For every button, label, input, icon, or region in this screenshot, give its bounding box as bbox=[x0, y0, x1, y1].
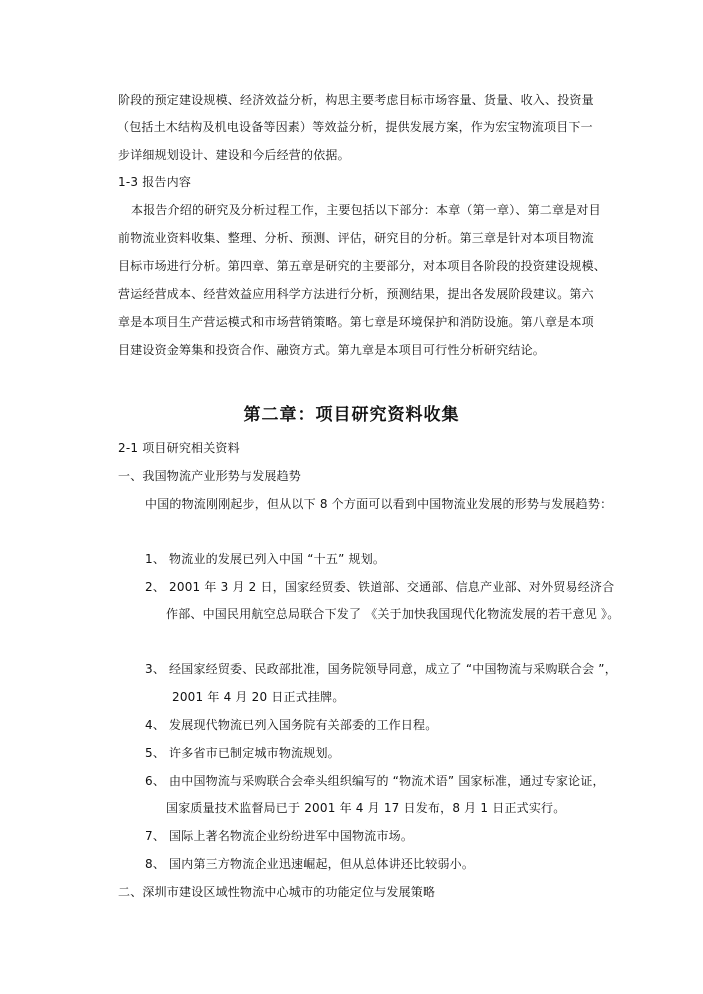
section-1-3-line-1: 本报告介绍的研究及分析过程工作，主要包括以下部分：本章（第一章）、第二章是对目 bbox=[131, 203, 601, 217]
list-item: 2、 2001 年 3 月 2 日，国家经贸委、铁道部、交通部、信息产业部、对外贸易经济合 bbox=[145, 580, 615, 594]
part-1-intro: 中国的物流刚刚起步，但从以下 8 个方面可以看到中国物流业发展的形势与发展趋势： bbox=[145, 497, 613, 511]
intro-line-2: （包括土木结构及机电设备等因素）等效益分析，提供发展方案，作为宏宝物流项目下一 bbox=[117, 120, 593, 134]
list-item: 3、 经国家经贸委、民政部批准，国务院领导同意，成立了 “中国物流与采购联合会 ”， bbox=[145, 662, 617, 676]
list-item: 8、 国内第三方物流企业迅速崛起，但从总体讲还比较弱小。 bbox=[145, 857, 475, 871]
list-item-continuation: 国家质量技术监督局已于 2001 年 4 月 17 日发布，8 月 1 日正式实行。 bbox=[166, 801, 566, 815]
section-1-3-line-3: 目标市场进行分析。第四章、第五章是研究的主要部分，对本项目各阶段的投资建设规模、 bbox=[118, 259, 607, 273]
section-1-3-line-5: 章是本项目生产营运模式和市场营销策略。第七章是环境保护和消防设施。第八章是本项 bbox=[118, 315, 594, 329]
section-2-1-title: 2-1 项目研究相关资料 bbox=[118, 441, 240, 455]
part-2-title: 二、深圳市建设区域性物流中心城市的功能定位与发展策略 bbox=[118, 885, 436, 899]
intro-line-1: 阶段的预定建设规模、经济效益分析，构思主要考虑目标市场容量、货量、收入、投资量 bbox=[118, 93, 594, 107]
chapter-2-title: 第二章：项目研究资料收集 bbox=[243, 405, 460, 425]
intro-line-3: 步详细规划设计、建设和今后经营的依据。 bbox=[118, 148, 350, 162]
list-item: 6、 由中国物流与采购联合会牵头组织编写的 “物流术语” 国家标准，通过专家论证， bbox=[145, 774, 605, 788]
section-1-3-line-2: 前物流业资料收集、整理、分析、预测、评估，研究目的分析。第三章是针对本项目物流 bbox=[118, 231, 594, 245]
list-item: 4、 发展现代物流已列入国务院有关部委的工作日程。 bbox=[145, 718, 438, 732]
list-item: 1、 物流业的发展已列入中国 “十五” 规划。 bbox=[145, 552, 386, 566]
list-item: 7、 国际上著名物流企业纷纷进军中国物流市场。 bbox=[145, 829, 414, 843]
part-1-title: 一、我国物流产业形势与发展趋势 bbox=[118, 469, 302, 483]
section-1-3-line-4: 营运经营成本、经营效益应用科学方法进行分析，预测结果，提出各发展阶段建议。第六 bbox=[118, 287, 594, 301]
list-item-continuation: 作部、中国民用航空总局联合下发了 《关于加快我国现代化物流发展的若干意见 》。 bbox=[166, 607, 620, 621]
list-item: 5、 许多省市已制定城市物流规划。 bbox=[145, 746, 340, 760]
section-1-3-line-6: 目建设资金筹集和投资合作、融资方式。第九章是本项目可行性分析研究结论。 bbox=[118, 343, 546, 357]
list-item-continuation: 2001 年 4 月 20 日正式挂牌。 bbox=[172, 690, 345, 704]
section-1-3-title: 1-3 报告内容 bbox=[118, 175, 192, 189]
